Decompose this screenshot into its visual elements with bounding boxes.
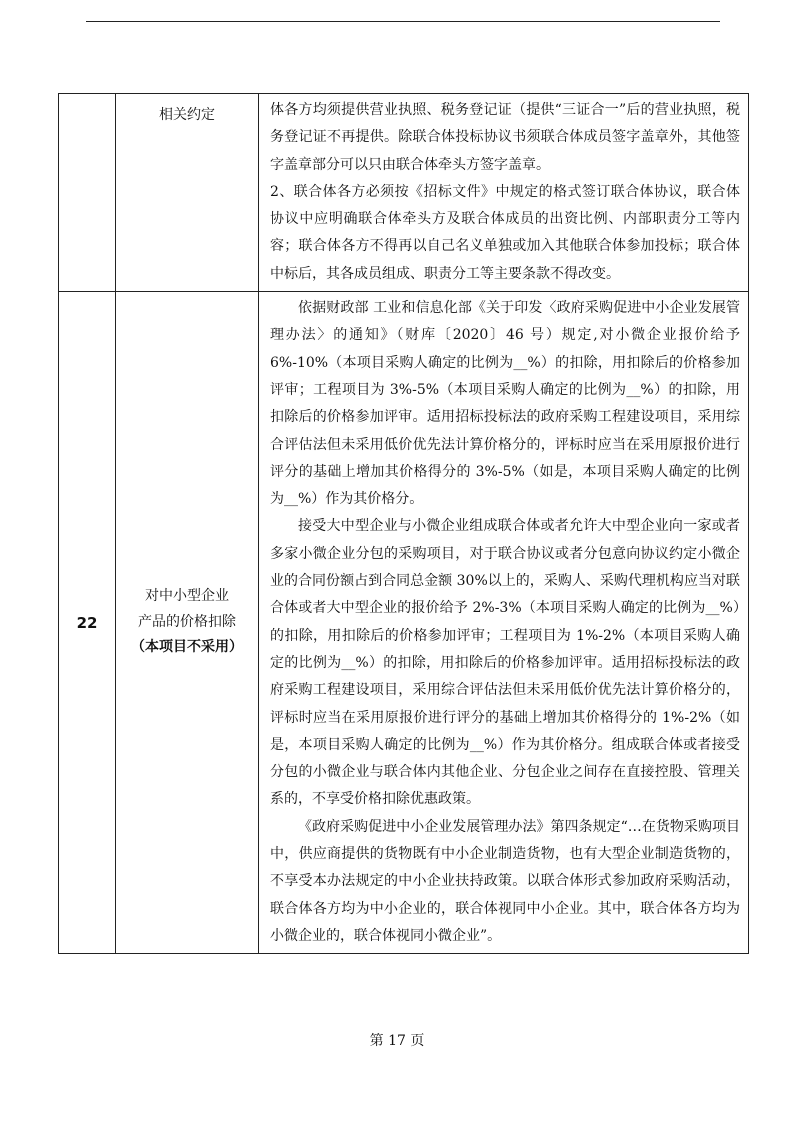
row-label-cell bbox=[116, 94, 259, 292]
row-label-line: 产品的价格扣除 bbox=[138, 613, 236, 630]
table-row bbox=[59, 292, 749, 954]
content-paragraph: 接受大中型企业与小微企业组成联合体或者允许大中型企业向一家或者多家小微企业分包的采购项目，对于联合协议或者分包意向协议约定小微企业的合同份额占到合同总金额 30%以上的，采购人、采购代理机构应当对联合体或者大中型企业的报价给予 2%-3%（本项目采购人确定的比例为__%）的扣除，用扣除后的价格参加评审；工程项目为 1%-2%（本项目采购人确定的比例为__%）的扣除，用扣除后的价格参加评审。适用招标投标法的政府采购工程建设项目，采用综合评估法但未采用低价优先法计算价格分的，评标时应当在采用原报价进行评分的基础上增加其价格得分的 1%-2%（如是，本项目采购人确定的比例为__%）作为其价格分。组成联合体或者接受分包的小微企业与联合体内其他企业、分包企业之间存在直接控股、管理关系的，不享受价格扣除优惠政策。 bbox=[270, 518, 740, 808]
content-paragraph: 2、联合体各方必须按《招标文件》中规定的格式签订联合体协议，联合体协议中应明确联合体牵头方及联合体成员的出资比例、内部职责分工等内容；联合体各方不得再以自己名义单独或加入其他联合体参加投标；联合体中标后，其各成员组成、职责分工等主要条款不得改变。 bbox=[270, 183, 740, 282]
row-label: 相关约定 bbox=[159, 107, 215, 123]
content-paragraph: 《政府采购促进中小企业发展管理办法》第四条规定“…在货物采购项目中，供应商提供的货物既有中小企业制造货物，也有大型企业制造货物的，不享受本办法规定的中小企业扶持政策。以联合体形式参加政府采购活动，联合体各方均为中小企业的，联合体视同中小企业。其中，联合体各方均为小微企业的，联合体视同小微企业”。 bbox=[270, 818, 740, 944]
row-label-cell bbox=[116, 292, 259, 954]
row-number-cell bbox=[59, 94, 116, 292]
row-label-note: （本项目不采用） bbox=[131, 639, 243, 656]
row-label-line: 对中小型企业 bbox=[145, 588, 229, 605]
table-row bbox=[59, 94, 749, 292]
row-number-cell bbox=[59, 292, 116, 954]
content-paragraph: 依据财政部 工业和信息化部《关于印发〈政府采购促进中小企业发展管理办法〉的通知》（财库〔2020〕46 号）规定,对小微企业报价给予 6%-10%（本项目采购人确定的比例为__%）的扣除，用扣除后的价格参加评审；工程项目为 3%-5%（本项目采购人确定的比例为__%）的扣除，用扣除后的价格参加评审。适用招标投标法的政府采购工程建设项目，采用综合评估法但未采用低价优先法计算价格分的，评标时应当在采用原报价进行评分的基础上增加其价格得分的 3%-5%（如是，本项目采购人确定的比例为__%）作为其价格分。 bbox=[270, 300, 740, 508]
requirements-table bbox=[58, 93, 749, 954]
header-rule bbox=[86, 21, 720, 22]
row-content-cell bbox=[259, 94, 749, 292]
row-number: 22 bbox=[76, 613, 98, 632]
page-number: 第 17 页 bbox=[369, 1033, 425, 1049]
content-paragraph: 体各方均须提供营业执照、税务登记证（提供“三证合一”后的营业执照，税务登记证不再提供。除联合体投标协议书须联合体成员签字盖章外，其他签字盖章部分可以只由联合体牵头方签字盖章。 bbox=[270, 102, 740, 173]
row-content-cell bbox=[259, 292, 749, 954]
